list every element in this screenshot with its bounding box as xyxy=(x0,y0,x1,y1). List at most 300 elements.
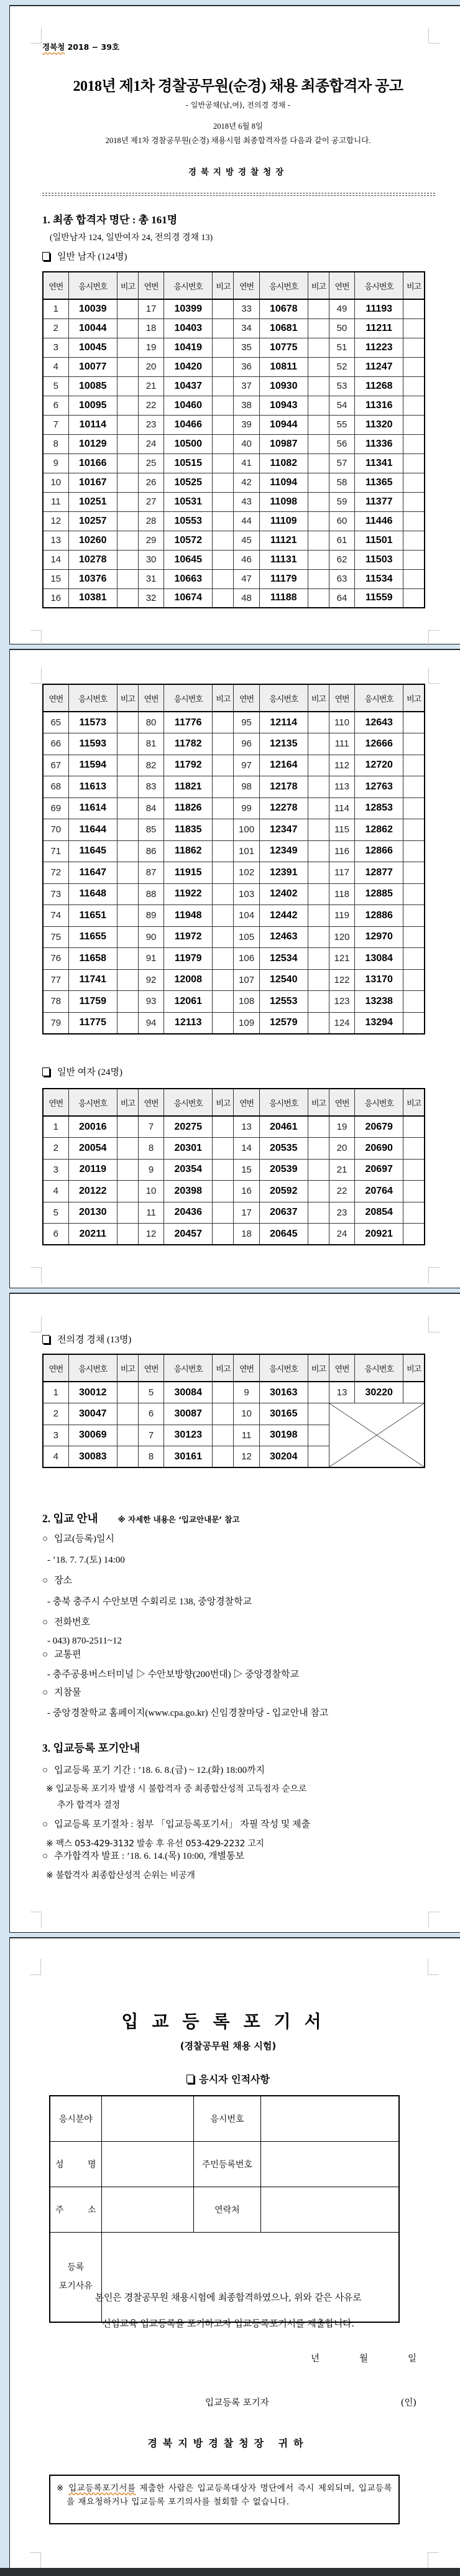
remarks-cell xyxy=(117,776,138,798)
column-header: 연번 xyxy=(234,1354,259,1382)
form-title: 입교등록포기서 xyxy=(121,2011,335,2032)
name-input[interactable] xyxy=(101,2141,193,2187)
serial-number: 24 xyxy=(329,1224,354,1245)
remarks-cell xyxy=(308,1446,329,1468)
ranking-private-note: ※ 불합격자 최종합산성적 순위는 비공개 xyxy=(46,1871,195,1881)
remarks-cell xyxy=(403,797,425,819)
remarks-cell xyxy=(403,531,425,550)
serial-number: 23 xyxy=(138,415,163,434)
serial-number: 34 xyxy=(234,319,259,338)
exam-number: 30047 xyxy=(68,1403,117,1425)
serial-number: 76 xyxy=(43,948,68,970)
serial-number: 65 xyxy=(43,712,68,733)
serial-number: 123 xyxy=(329,991,354,1013)
table-row xyxy=(43,453,425,473)
month-label: 월 xyxy=(359,2354,368,2364)
remarks-cell xyxy=(117,415,138,434)
serial-number: 74 xyxy=(43,905,68,927)
exam-number: 12113 xyxy=(164,1012,213,1034)
exam-number: 10278 xyxy=(68,550,117,569)
remarks-cell xyxy=(213,862,234,884)
remarks-cell xyxy=(403,1181,425,1202)
address-input[interactable] xyxy=(101,2187,193,2232)
margin-corner-marker xyxy=(30,667,42,684)
page-subtitle: - 일반공채(남,여), 전의경 경채 - xyxy=(185,101,291,109)
serial-number: 92 xyxy=(138,969,163,991)
exam-number: 11775 xyxy=(68,1012,117,1034)
exam-number-input[interactable] xyxy=(260,2096,399,2141)
column-header: 비고 xyxy=(213,684,234,712)
serial-number: 6 xyxy=(43,1224,68,1245)
serial-number: 62 xyxy=(329,550,354,569)
remarks-cell xyxy=(308,338,329,357)
remarks-cell xyxy=(308,531,329,550)
remarks-cell xyxy=(308,473,329,492)
serial-number: 13 xyxy=(234,1116,259,1138)
serial-number: 54 xyxy=(329,396,354,415)
margin-corner-marker xyxy=(30,630,42,646)
exam-number: 12008 xyxy=(164,969,213,991)
exam-number: 30165 xyxy=(259,1403,308,1425)
serial-number: 4 xyxy=(43,1446,68,1468)
remarks-cell xyxy=(117,1382,138,1403)
margin-corner-marker xyxy=(30,1912,42,1928)
serial-number: 10 xyxy=(234,1403,259,1425)
remarks-cell xyxy=(117,991,138,1013)
exam-number: 10525 xyxy=(164,473,213,492)
remarks-cell xyxy=(117,1425,138,1446)
exam-number: 10811 xyxy=(259,357,308,376)
section-2-title: 2. 입교 안내 xyxy=(42,1512,98,1525)
remarks-cell xyxy=(403,569,425,588)
additional-pass-announcement: ○ 추가합격자 발표 : ’18. 6. 14.(목) 10:00, 개별통보 xyxy=(42,1849,244,1862)
serial-number: 93 xyxy=(138,991,163,1013)
exam-number: 11121 xyxy=(259,531,308,550)
remarks-cell xyxy=(308,453,329,473)
remarks-cell xyxy=(403,376,425,396)
serial-number: 56 xyxy=(329,434,354,453)
remarks-cell xyxy=(308,299,329,319)
exam-number: 11094 xyxy=(259,473,308,492)
serial-number: 7 xyxy=(43,415,68,434)
column-header: 응시번호 xyxy=(164,684,213,712)
table-row xyxy=(43,357,425,376)
column-header: 비고 xyxy=(213,272,234,299)
exam-number: 11188 xyxy=(259,588,308,608)
male-title-text: 일반 남자 (124명) xyxy=(57,252,127,262)
column-header: 응시번호 xyxy=(355,1089,403,1116)
serial-number: 19 xyxy=(329,1116,354,1138)
remarks-cell xyxy=(213,588,234,608)
serial-number: 6 xyxy=(43,396,68,415)
exam-number: 11972 xyxy=(164,926,213,948)
exam-number: 11082 xyxy=(259,453,308,473)
serial-number: 21 xyxy=(329,1159,354,1181)
remarks-cell xyxy=(403,492,425,511)
remarks-cell xyxy=(403,319,425,338)
column-header: 비고 xyxy=(213,1089,234,1116)
serial-number: 78 xyxy=(43,991,68,1013)
remarks-cell xyxy=(213,1159,234,1181)
column-header: 연번 xyxy=(329,272,354,299)
male-results-table-part1 xyxy=(42,271,425,608)
serial-number: 97 xyxy=(234,755,259,776)
serial-number: 3 xyxy=(43,338,68,357)
remarks-cell xyxy=(117,1012,138,1034)
remarks-cell xyxy=(213,319,234,338)
serial-number: 45 xyxy=(234,531,259,550)
serial-number: 47 xyxy=(234,569,259,588)
exam-number: 10775 xyxy=(259,338,308,357)
serial-number: 13 xyxy=(329,1382,354,1403)
remarks-cell xyxy=(403,338,425,357)
rrn-input[interactable] xyxy=(260,2141,399,2187)
table-row xyxy=(43,948,425,970)
table-header-row xyxy=(43,684,425,712)
address-label-part: 주 xyxy=(55,2205,64,2215)
table-row xyxy=(43,883,425,905)
table-row xyxy=(43,862,425,884)
column-header: 응시번호 xyxy=(68,684,117,712)
table-row xyxy=(43,797,425,819)
exam-number: 13084 xyxy=(355,948,403,970)
exam-number: 11503 xyxy=(355,550,403,569)
exam-number: 11131 xyxy=(259,550,308,569)
exam-number: 30012 xyxy=(68,1382,117,1403)
table-row xyxy=(43,396,425,415)
serial-number: 21 xyxy=(138,376,163,396)
exam-number: 12853 xyxy=(355,797,403,819)
remarks-cell xyxy=(213,396,234,415)
exam-number: 30087 xyxy=(164,1403,213,1425)
exam-number: 10114 xyxy=(68,415,117,434)
table-row xyxy=(43,733,425,755)
exam-number: 30220 xyxy=(355,1382,403,1403)
address-label xyxy=(50,2187,101,2232)
serial-number: 5 xyxy=(43,1202,68,1224)
exam-number: 11098 xyxy=(259,492,308,511)
exam-number: 10085 xyxy=(68,376,117,396)
serial-number: 37 xyxy=(234,376,259,396)
serial-number: 17 xyxy=(234,1202,259,1224)
column-header: 응시번호 xyxy=(164,272,213,299)
table-row xyxy=(43,338,425,357)
remarks-cell xyxy=(403,1138,425,1160)
exam-number: 20461 xyxy=(259,1116,308,1138)
exam-number: 11446 xyxy=(355,511,403,531)
column-header: 연번 xyxy=(43,684,68,712)
margin-corner-marker xyxy=(428,1959,439,1975)
contact-input[interactable] xyxy=(260,2187,399,2232)
exam-number: 10553 xyxy=(164,511,213,531)
document-page-2 xyxy=(9,649,460,1288)
column-header: 응시번호 xyxy=(68,1089,117,1116)
exam-number: 11377 xyxy=(355,492,403,511)
remarks-cell xyxy=(117,1181,138,1202)
table-row xyxy=(43,319,425,338)
exam-number: 11741 xyxy=(68,969,117,991)
exam-number: 11193 xyxy=(355,299,403,319)
exam-number: 12402 xyxy=(259,883,308,905)
exam-number: 12553 xyxy=(259,991,308,1013)
remarks-cell xyxy=(308,991,329,1013)
serial-number: 41 xyxy=(234,453,259,473)
exam-number: 12061 xyxy=(164,991,213,1013)
exam-number: 12763 xyxy=(355,776,403,798)
remarks-cell xyxy=(117,1224,138,1245)
serial-number: 7 xyxy=(138,1116,163,1138)
serial-number: 60 xyxy=(329,511,354,531)
serial-number: 113 xyxy=(329,776,354,798)
address-label-part: 소 xyxy=(87,2205,96,2215)
remarks-cell xyxy=(308,819,329,841)
remarks-cell xyxy=(403,905,425,927)
exam-number: 11573 xyxy=(68,712,117,733)
exam-number: 11559 xyxy=(355,588,403,608)
remarks-cell xyxy=(213,1138,234,1160)
name-label xyxy=(50,2141,101,2187)
remarks-cell xyxy=(117,797,138,819)
serial-number: 118 xyxy=(329,883,354,905)
table-row xyxy=(43,588,425,608)
exam-number: 11826 xyxy=(164,797,213,819)
serial-number: 10 xyxy=(43,473,68,492)
remarks-cell xyxy=(213,1116,234,1138)
table-row xyxy=(43,299,425,319)
exam-number: 10437 xyxy=(164,376,213,396)
serial-number: 52 xyxy=(329,357,354,376)
exam-number: 10678 xyxy=(259,299,308,319)
table-row xyxy=(43,415,425,434)
exam-number: 30161 xyxy=(164,1446,213,1468)
column-header: 응시번호 xyxy=(259,272,308,299)
serial-number: 63 xyxy=(329,569,354,588)
serial-number: 84 xyxy=(138,797,163,819)
admission-datetime-label: ○ 입교(등록)일시 xyxy=(42,1532,114,1545)
exam-number: 10419 xyxy=(164,338,213,357)
name-label-part: 성 xyxy=(55,2159,64,2170)
serial-number: 106 xyxy=(234,948,259,970)
column-header: 연번 xyxy=(138,1089,163,1116)
serial-number: 66 xyxy=(43,733,68,755)
female-results-table xyxy=(42,1088,425,1245)
remarks-cell xyxy=(213,1403,234,1425)
exam-number: 10943 xyxy=(259,396,308,415)
column-header: 비고 xyxy=(117,272,138,299)
remarks-cell xyxy=(213,569,234,588)
exam-number: 10663 xyxy=(164,569,213,588)
remarks-cell xyxy=(403,473,425,492)
column-header: 연번 xyxy=(329,684,354,712)
exam-number: 12391 xyxy=(259,862,308,884)
table-header-row xyxy=(43,272,425,299)
exam-number: 11792 xyxy=(164,755,213,776)
column-header: 비고 xyxy=(403,272,425,299)
exam-number: 12442 xyxy=(259,905,308,927)
remarks-cell xyxy=(117,969,138,991)
serial-number: 2 xyxy=(43,319,68,338)
serial-number: 112 xyxy=(329,755,354,776)
table-row xyxy=(43,755,425,776)
warning-text: 제출한 사람은 입교등록대상자 명단에서 즉시 제외되며, 입교등록을 재요청하거나 입교등록 포기의사를 철회할 수 없습니다. xyxy=(67,2483,392,2507)
serial-number: 44 xyxy=(234,511,259,531)
column-header: 연번 xyxy=(43,1354,68,1382)
exam-number: 11915 xyxy=(164,862,213,884)
exam-number: 10044 xyxy=(68,319,117,338)
reason-label-part: 포기사유 xyxy=(58,2281,93,2292)
location-value: - 충북 충주시 수안보면 수회리로 138, 중앙경찰학교 xyxy=(47,1597,252,1607)
exam-number: 11534 xyxy=(355,569,403,588)
exam-number: 11247 xyxy=(355,357,403,376)
exam-number: 10987 xyxy=(259,434,308,453)
exam-number: 12135 xyxy=(259,733,308,755)
serial-number: 14 xyxy=(43,550,68,569)
serial-number: 17 xyxy=(138,299,163,319)
serial-number: 3 xyxy=(43,1159,68,1181)
serial-number: 28 xyxy=(138,511,163,531)
remarks-cell xyxy=(213,883,234,905)
remarks-cell xyxy=(403,588,425,608)
exam-number: 11109 xyxy=(259,511,308,531)
exam-number: 10531 xyxy=(164,492,213,511)
doc-number-prefix: 경북청 xyxy=(42,42,65,52)
remarks-cell xyxy=(403,1202,425,1224)
exam-number: 20354 xyxy=(164,1159,213,1181)
margin-corner-marker xyxy=(428,1267,439,1283)
exam-number: 20122 xyxy=(68,1181,117,1202)
day-label: 일 xyxy=(407,2354,416,2364)
table-row xyxy=(43,1181,425,1202)
remarks-cell xyxy=(117,1446,138,1468)
withdrawal-period: ○ 입교등록 포기 기간 : ’18. 6. 8.(금) ~ 12.(화) 18:00까지 xyxy=(42,1763,265,1776)
exam-number: 20697 xyxy=(355,1159,403,1181)
remarks-cell xyxy=(117,492,138,511)
field-input[interactable] xyxy=(101,2096,193,2141)
table-row xyxy=(43,969,425,991)
serial-number: 59 xyxy=(329,492,354,511)
serial-number: 89 xyxy=(138,905,163,927)
remarks-cell xyxy=(213,840,234,862)
table-row xyxy=(43,1159,425,1181)
serial-number: 3 xyxy=(43,1425,68,1446)
serial-number: 22 xyxy=(138,396,163,415)
serial-number: 11 xyxy=(138,1202,163,1224)
remarks-cell xyxy=(117,926,138,948)
status-bar xyxy=(0,2568,460,2576)
name-label-part: 명 xyxy=(87,2159,96,2170)
recipient: 경북지방경찰청장 귀하 xyxy=(147,2437,309,2449)
remarks-cell xyxy=(213,1181,234,1202)
remarks-cell xyxy=(403,550,425,569)
table-row xyxy=(43,1382,425,1403)
remarks-cell xyxy=(308,1202,329,1224)
serial-number: 91 xyxy=(138,948,163,970)
remarks-cell xyxy=(403,1224,425,1245)
exam-number: 20690 xyxy=(355,1138,403,1160)
exam-number: 13170 xyxy=(355,969,403,991)
remarks-cell xyxy=(213,453,234,473)
applicant-info-title-text: 응시자 인적사항 xyxy=(199,2073,270,2085)
exam-number: 20457 xyxy=(164,1224,213,1245)
serial-number: 64 xyxy=(329,588,354,608)
remarks-cell xyxy=(308,948,329,970)
serial-number: 55 xyxy=(329,415,354,434)
remarks-cell xyxy=(308,1382,329,1403)
remarks-cell xyxy=(117,840,138,862)
remarks-cell xyxy=(213,511,234,531)
exam-number: 11979 xyxy=(164,948,213,970)
phone-label: ○ 전화번호 xyxy=(42,1615,90,1628)
serial-number: 122 xyxy=(329,969,354,991)
remarks-cell xyxy=(117,550,138,569)
column-header: 응시번호 xyxy=(164,1089,213,1116)
exam-number: 12862 xyxy=(355,819,403,841)
document-number xyxy=(42,41,119,52)
male-results-table-part2 xyxy=(42,684,425,1035)
serial-number: 16 xyxy=(234,1181,259,1202)
remarks-cell xyxy=(308,1159,329,1181)
signer-line xyxy=(205,2396,416,2409)
serial-number: 51 xyxy=(329,338,354,357)
serial-number: 119 xyxy=(329,905,354,927)
remarks-cell xyxy=(117,338,138,357)
remarks-cell xyxy=(213,712,234,733)
remarks-cell xyxy=(117,453,138,473)
warning-underlined-term: 입교등록포기서를 xyxy=(68,2483,136,2493)
exam-number: 11647 xyxy=(68,862,117,884)
margin-corner-marker xyxy=(30,2552,41,2569)
serial-number: 18 xyxy=(234,1224,259,1245)
exam-number: 10944 xyxy=(259,415,308,434)
remarks-cell xyxy=(403,819,425,841)
exam-number: 10257 xyxy=(68,511,117,531)
female-section-title xyxy=(42,1065,122,1078)
checkbox-square-icon xyxy=(42,1335,50,1344)
serial-number: 9 xyxy=(138,1159,163,1181)
remarks-cell xyxy=(403,712,425,733)
serial-number: 13 xyxy=(43,531,68,550)
remarks-cell xyxy=(403,991,425,1013)
exam-number: 10251 xyxy=(68,492,117,511)
serial-number: 9 xyxy=(43,453,68,473)
cross-out-icon xyxy=(329,1403,424,1467)
exam-number: 20645 xyxy=(259,1224,308,1245)
exam-number: 20436 xyxy=(164,1202,213,1224)
exam-number: 10466 xyxy=(164,415,213,434)
remarks-cell xyxy=(308,1116,329,1138)
remarks-cell xyxy=(308,588,329,608)
serial-number: 19 xyxy=(138,338,163,357)
remarks-cell xyxy=(403,969,425,991)
serial-number: 6 xyxy=(138,1403,163,1425)
table-row xyxy=(43,712,425,733)
exam-number: 11922 xyxy=(164,883,213,905)
signature-date xyxy=(311,2351,416,2364)
remarks-cell xyxy=(117,1403,138,1425)
remarks-cell xyxy=(213,1224,234,1245)
exam-number: 20921 xyxy=(355,1224,403,1245)
remarks-cell xyxy=(117,588,138,608)
exam-number: 10129 xyxy=(68,434,117,453)
table-row xyxy=(43,1403,425,1425)
remarks-cell xyxy=(117,473,138,492)
exam-number: 12349 xyxy=(259,840,308,862)
table-row xyxy=(43,511,425,531)
issuer: 경북지방경찰청장 xyxy=(188,167,288,177)
section-2-heading xyxy=(42,1510,240,1526)
exam-number: 11223 xyxy=(355,338,403,357)
remarks-cell xyxy=(213,1382,234,1403)
